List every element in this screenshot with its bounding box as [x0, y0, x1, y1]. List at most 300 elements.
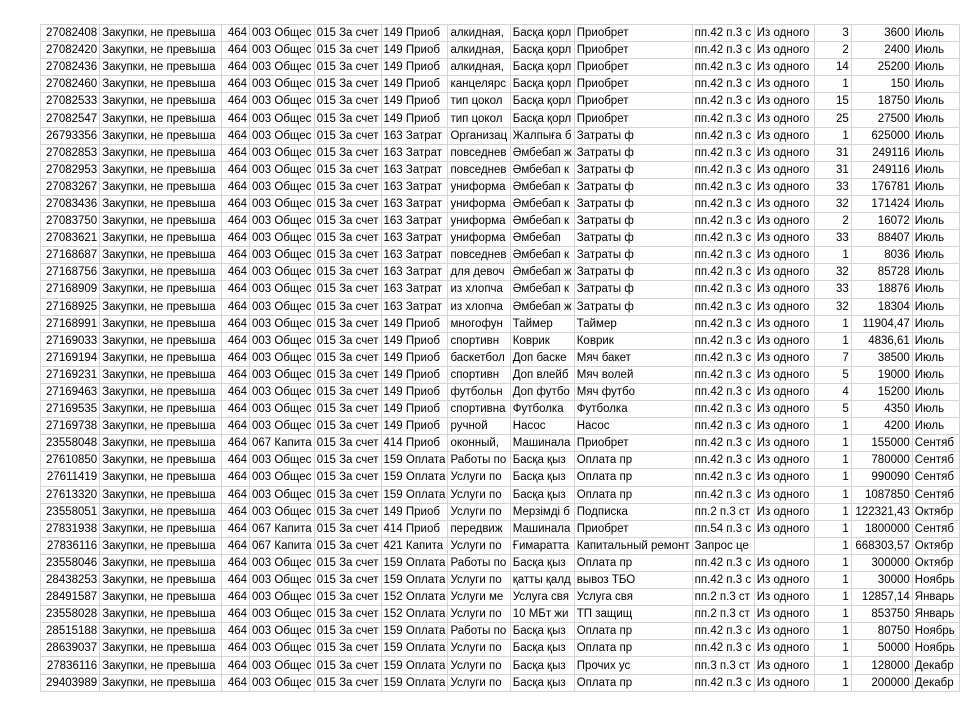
- source-cell[interactable]: 015 За счет: [314, 332, 381, 349]
- code-cell[interactable]: 464: [221, 110, 249, 127]
- amount-cell[interactable]: 25200: [851, 59, 912, 76]
- specifics-cell[interactable]: 149 Приоб: [381, 401, 448, 418]
- source-cell[interactable]: 015 За счет: [314, 383, 381, 400]
- article-cell[interactable]: пп.42 п.3 с: [692, 366, 754, 383]
- article-cell[interactable]: пп.42 п.3 с: [692, 554, 754, 571]
- item-name-cell[interactable]: Услуги по: [448, 657, 510, 674]
- month-cell[interactable]: Июль: [912, 76, 959, 93]
- item-name-cell[interactable]: Организац: [448, 127, 510, 144]
- month-cell[interactable]: Сентяб: [912, 486, 959, 503]
- specifics-cell[interactable]: 149 Приоб: [381, 42, 448, 59]
- source-cell[interactable]: 015 За счет: [314, 554, 381, 571]
- method-cell[interactable]: Из одного: [754, 213, 814, 230]
- id-cell[interactable]: 27082853: [41, 144, 100, 161]
- month-cell[interactable]: Январь: [912, 589, 959, 606]
- article-cell[interactable]: пп.42 п.3 с: [692, 213, 754, 230]
- source-cell[interactable]: 015 За счет: [314, 452, 381, 469]
- amount-cell[interactable]: 12857,14: [851, 589, 912, 606]
- quantity-cell[interactable]: 1: [814, 657, 851, 674]
- program-cell[interactable]: 003 Общес: [250, 59, 315, 76]
- specifics-cell[interactable]: 159 Оплата: [381, 554, 448, 571]
- amount-cell[interactable]: 30000: [851, 572, 912, 589]
- ru-name-cell[interactable]: Затраты ф: [574, 195, 692, 212]
- source-cell[interactable]: 015 За счет: [314, 161, 381, 178]
- ru-name-cell[interactable]: Оплата пр: [574, 623, 692, 640]
- item-name-cell[interactable]: униформа: [448, 230, 510, 247]
- description-cell[interactable]: Закупки, не превыша: [100, 520, 222, 537]
- source-cell[interactable]: 015 За счет: [314, 469, 381, 486]
- method-cell[interactable]: Из одного: [754, 332, 814, 349]
- amount-cell[interactable]: 27500: [851, 110, 912, 127]
- quantity-cell[interactable]: 1: [814, 554, 851, 571]
- specifics-cell[interactable]: 149 Приоб: [381, 332, 448, 349]
- program-cell[interactable]: 003 Общес: [250, 418, 315, 435]
- method-cell[interactable]: Из одного: [754, 606, 814, 623]
- month-cell[interactable]: Июль: [912, 127, 959, 144]
- code-cell[interactable]: 464: [221, 93, 249, 110]
- month-cell[interactable]: Сентяб: [912, 452, 959, 469]
- quantity-cell[interactable]: 1: [814, 572, 851, 589]
- month-cell[interactable]: Сентяб: [912, 520, 959, 537]
- specifics-cell[interactable]: 159 Оплата: [381, 674, 448, 691]
- article-cell[interactable]: пп.2 п.3 ст: [692, 503, 754, 520]
- item-name-cell[interactable]: униформа: [448, 178, 510, 195]
- program-cell[interactable]: 003 Общес: [250, 230, 315, 247]
- id-cell[interactable]: 27168756: [41, 264, 100, 281]
- month-cell[interactable]: Июль: [912, 401, 959, 418]
- amount-cell[interactable]: 16072: [851, 213, 912, 230]
- description-cell[interactable]: Закупки, не превыша: [100, 606, 222, 623]
- item-name-cell[interactable]: Услуги ме: [448, 589, 510, 606]
- source-cell[interactable]: 015 За счет: [314, 42, 381, 59]
- kaz-name-cell[interactable]: Доп влейб: [510, 366, 574, 383]
- method-cell[interactable]: Из одного: [754, 349, 814, 366]
- specifics-cell[interactable]: 149 Приоб: [381, 349, 448, 366]
- source-cell[interactable]: 015 За счет: [314, 589, 381, 606]
- id-cell[interactable]: 27082460: [41, 76, 100, 93]
- program-cell[interactable]: 003 Общес: [250, 178, 315, 195]
- ru-name-cell[interactable]: вывоз ТБО: [574, 572, 692, 589]
- specifics-cell[interactable]: 163 Затрат: [381, 213, 448, 230]
- id-cell[interactable]: 28491587: [41, 589, 100, 606]
- amount-cell[interactable]: 300000: [851, 554, 912, 571]
- item-name-cell[interactable]: ручной: [448, 418, 510, 435]
- specifics-cell[interactable]: 149 Приоб: [381, 25, 448, 42]
- quantity-cell[interactable]: 1: [814, 418, 851, 435]
- id-cell[interactable]: 27082420: [41, 42, 100, 59]
- source-cell[interactable]: 015 За счет: [314, 657, 381, 674]
- quantity-cell[interactable]: 14: [814, 59, 851, 76]
- month-cell[interactable]: Июль: [912, 195, 959, 212]
- program-cell[interactable]: 003 Общес: [250, 195, 315, 212]
- quantity-cell[interactable]: 1: [814, 589, 851, 606]
- program-cell[interactable]: 003 Общес: [250, 264, 315, 281]
- method-cell[interactable]: Из одного: [754, 281, 814, 298]
- id-cell[interactable]: 27611419: [41, 469, 100, 486]
- item-name-cell[interactable]: Услуги по: [448, 674, 510, 691]
- specifics-cell[interactable]: 149 Приоб: [381, 366, 448, 383]
- amount-cell[interactable]: 990090: [851, 469, 912, 486]
- ru-name-cell[interactable]: Приобрет: [574, 110, 692, 127]
- description-cell[interactable]: Закупки, не превыша: [100, 366, 222, 383]
- description-cell[interactable]: Закупки, не превыша: [100, 281, 222, 298]
- code-cell[interactable]: 464: [221, 435, 249, 452]
- kaz-name-cell[interactable]: Таймер: [510, 315, 574, 332]
- item-name-cell[interactable]: тип цокол: [448, 110, 510, 127]
- item-name-cell[interactable]: оконный,: [448, 435, 510, 452]
- article-cell[interactable]: пп.42 п.3 с: [692, 110, 754, 127]
- program-cell[interactable]: 003 Общес: [250, 674, 315, 691]
- ru-name-cell[interactable]: Затраты ф: [574, 161, 692, 178]
- month-cell[interactable]: Сентяб: [912, 435, 959, 452]
- specifics-cell[interactable]: 163 Затрат: [381, 298, 448, 315]
- kaz-name-cell[interactable]: Футболка: [510, 401, 574, 418]
- id-cell[interactable]: 27610850: [41, 452, 100, 469]
- description-cell[interactable]: Закупки, не превыша: [100, 213, 222, 230]
- source-cell[interactable]: 015 За счет: [314, 59, 381, 76]
- description-cell[interactable]: Закупки, не превыша: [100, 93, 222, 110]
- source-cell[interactable]: 015 За счет: [314, 178, 381, 195]
- ru-name-cell[interactable]: Услуга свя: [574, 589, 692, 606]
- item-name-cell[interactable]: Работы по: [448, 452, 510, 469]
- description-cell[interactable]: Закупки, не превыша: [100, 161, 222, 178]
- method-cell[interactable]: Из одного: [754, 589, 814, 606]
- source-cell[interactable]: 015 За счет: [314, 486, 381, 503]
- id-cell[interactable]: 27083436: [41, 195, 100, 212]
- specifics-cell[interactable]: 163 Затрат: [381, 195, 448, 212]
- source-cell[interactable]: 015 За счет: [314, 435, 381, 452]
- month-cell[interactable]: Декабр: [912, 657, 959, 674]
- code-cell[interactable]: 464: [221, 213, 249, 230]
- kaz-name-cell[interactable]: Әмбебап ж: [510, 264, 574, 281]
- program-cell[interactable]: 003 Общес: [250, 332, 315, 349]
- description-cell[interactable]: Закупки, не превыша: [100, 144, 222, 161]
- kaz-name-cell[interactable]: Басқа қыз: [510, 657, 574, 674]
- program-cell[interactable]: 003 Общес: [250, 76, 315, 93]
- id-cell[interactable]: 23558028: [41, 606, 100, 623]
- id-cell[interactable]: 27831938: [41, 520, 100, 537]
- id-cell[interactable]: 27169194: [41, 349, 100, 366]
- month-cell[interactable]: Ноябрь: [912, 572, 959, 589]
- ru-name-cell[interactable]: Приобрет: [574, 59, 692, 76]
- kaz-name-cell[interactable]: Коврик: [510, 332, 574, 349]
- amount-cell[interactable]: 780000: [851, 452, 912, 469]
- kaz-name-cell[interactable]: Әмбебап к: [510, 213, 574, 230]
- method-cell[interactable]: Из одного: [754, 572, 814, 589]
- program-cell[interactable]: 003 Общес: [250, 161, 315, 178]
- description-cell[interactable]: Закупки, не превыша: [100, 178, 222, 195]
- specifics-cell[interactable]: 163 Затрат: [381, 281, 448, 298]
- description-cell[interactable]: Закупки, не превыша: [100, 572, 222, 589]
- ru-name-cell[interactable]: Оплата пр: [574, 452, 692, 469]
- month-cell[interactable]: Октябр: [912, 554, 959, 571]
- id-cell[interactable]: 23558048: [41, 435, 100, 452]
- amount-cell[interactable]: 171424: [851, 195, 912, 212]
- code-cell[interactable]: 464: [221, 572, 249, 589]
- method-cell[interactable]: Из одного: [754, 230, 814, 247]
- specifics-cell[interactable]: 163 Затрат: [381, 161, 448, 178]
- program-cell[interactable]: 003 Общес: [250, 298, 315, 315]
- quantity-cell[interactable]: 1: [814, 247, 851, 264]
- quantity-cell[interactable]: 33: [814, 230, 851, 247]
- specifics-cell[interactable]: 149 Приоб: [381, 383, 448, 400]
- month-cell[interactable]: Июль: [912, 161, 959, 178]
- item-name-cell[interactable]: канцелярс: [448, 76, 510, 93]
- code-cell[interactable]: 464: [221, 537, 249, 554]
- kaz-name-cell[interactable]: Әмбебап к: [510, 178, 574, 195]
- specifics-cell[interactable]: 163 Затрат: [381, 127, 448, 144]
- source-cell[interactable]: 015 За счет: [314, 418, 381, 435]
- method-cell[interactable]: Из одного: [754, 42, 814, 59]
- specifics-cell[interactable]: 159 Оплата: [381, 623, 448, 640]
- program-cell[interactable]: 003 Общес: [250, 589, 315, 606]
- code-cell[interactable]: 464: [221, 315, 249, 332]
- id-cell[interactable]: 28438253: [41, 572, 100, 589]
- item-name-cell[interactable]: униформа: [448, 213, 510, 230]
- specifics-cell[interactable]: 149 Приоб: [381, 315, 448, 332]
- kaz-name-cell[interactable]: Әмбебап к: [510, 195, 574, 212]
- id-cell[interactable]: 27168991: [41, 315, 100, 332]
- specifics-cell[interactable]: 152 Оплата: [381, 606, 448, 623]
- specifics-cell[interactable]: 159 Оплата: [381, 657, 448, 674]
- description-cell[interactable]: Закупки, не превыша: [100, 230, 222, 247]
- code-cell[interactable]: 464: [221, 520, 249, 537]
- month-cell[interactable]: Июль: [912, 281, 959, 298]
- article-cell[interactable]: пп.42 п.3 с: [692, 435, 754, 452]
- code-cell[interactable]: 464: [221, 418, 249, 435]
- ru-name-cell[interactable]: Приобрет: [574, 93, 692, 110]
- month-cell[interactable]: Июль: [912, 42, 959, 59]
- item-name-cell[interactable]: Услуги по: [448, 572, 510, 589]
- item-name-cell[interactable]: повседнев: [448, 144, 510, 161]
- program-cell[interactable]: 003 Общес: [250, 623, 315, 640]
- item-name-cell[interactable]: униформа: [448, 195, 510, 212]
- kaz-name-cell[interactable]: Басқа қорл: [510, 76, 574, 93]
- amount-cell[interactable]: 50000: [851, 640, 912, 657]
- quantity-cell[interactable]: 32: [814, 195, 851, 212]
- source-cell[interactable]: 015 За счет: [314, 606, 381, 623]
- description-cell[interactable]: Закупки, не превыша: [100, 554, 222, 571]
- description-cell[interactable]: Закупки, не превыша: [100, 349, 222, 366]
- quantity-cell[interactable]: 1: [814, 537, 851, 554]
- amount-cell[interactable]: 80750: [851, 623, 912, 640]
- program-cell[interactable]: 067 Капита: [250, 435, 315, 452]
- code-cell[interactable]: 464: [221, 161, 249, 178]
- specifics-cell[interactable]: 159 Оплата: [381, 486, 448, 503]
- specifics-cell[interactable]: 149 Приоб: [381, 93, 448, 110]
- amount-cell[interactable]: 4350: [851, 401, 912, 418]
- program-cell[interactable]: 003 Общес: [250, 213, 315, 230]
- id-cell[interactable]: 23558046: [41, 554, 100, 571]
- source-cell[interactable]: 015 За счет: [314, 298, 381, 315]
- amount-cell[interactable]: 18876: [851, 281, 912, 298]
- ru-name-cell[interactable]: Приобрет: [574, 435, 692, 452]
- quantity-cell[interactable]: 33: [814, 178, 851, 195]
- method-cell[interactable]: Из одного: [754, 59, 814, 76]
- program-cell[interactable]: 003 Общес: [250, 503, 315, 520]
- kaz-name-cell[interactable]: Басқа қыз: [510, 640, 574, 657]
- description-cell[interactable]: Закупки, не превыша: [100, 452, 222, 469]
- item-name-cell[interactable]: спортивн: [448, 332, 510, 349]
- code-cell[interactable]: 464: [221, 554, 249, 571]
- ru-name-cell[interactable]: Затраты ф: [574, 247, 692, 264]
- specifics-cell[interactable]: 421 Капита: [381, 537, 448, 554]
- id-cell[interactable]: 27169535: [41, 401, 100, 418]
- program-cell[interactable]: 003 Общес: [250, 349, 315, 366]
- id-cell[interactable]: 27082953: [41, 161, 100, 178]
- method-cell[interactable]: Из одного: [754, 435, 814, 452]
- id-cell[interactable]: 27169463: [41, 383, 100, 400]
- item-name-cell[interactable]: Услуги по: [448, 640, 510, 657]
- article-cell[interactable]: пп.42 п.3 с: [692, 469, 754, 486]
- ru-name-cell[interactable]: Таймер: [574, 315, 692, 332]
- code-cell[interactable]: 464: [221, 503, 249, 520]
- kaz-name-cell[interactable]: Басқа қорл: [510, 59, 574, 76]
- item-name-cell[interactable]: для девоч: [448, 264, 510, 281]
- code-cell[interactable]: 464: [221, 298, 249, 315]
- quantity-cell[interactable]: 1: [814, 640, 851, 657]
- amount-cell[interactable]: 249116: [851, 144, 912, 161]
- month-cell[interactable]: Июль: [912, 298, 959, 315]
- specifics-cell[interactable]: 414 Приоб: [381, 435, 448, 452]
- kaz-name-cell[interactable]: Машинала: [510, 435, 574, 452]
- id-cell[interactable]: 27836116: [41, 537, 100, 554]
- amount-cell[interactable]: 18304: [851, 298, 912, 315]
- program-cell[interactable]: 003 Общес: [250, 401, 315, 418]
- code-cell[interactable]: 464: [221, 25, 249, 42]
- id-cell[interactable]: 27168909: [41, 281, 100, 298]
- id-cell[interactable]: 27083267: [41, 178, 100, 195]
- month-cell[interactable]: Ноябрь: [912, 623, 959, 640]
- code-cell[interactable]: 464: [221, 383, 249, 400]
- kaz-name-cell[interactable]: Жалпыға б: [510, 127, 574, 144]
- article-cell[interactable]: пп.2 п.3 ст: [692, 589, 754, 606]
- description-cell[interactable]: Закупки, не превыша: [100, 127, 222, 144]
- kaz-name-cell[interactable]: Басқа қыз: [510, 486, 574, 503]
- description-cell[interactable]: Закупки, не превыша: [100, 298, 222, 315]
- specifics-cell[interactable]: 149 Приоб: [381, 503, 448, 520]
- source-cell[interactable]: 015 За счет: [314, 93, 381, 110]
- method-cell[interactable]: Из одного: [754, 195, 814, 212]
- program-cell[interactable]: 003 Общес: [250, 383, 315, 400]
- ru-name-cell[interactable]: Приобрет: [574, 42, 692, 59]
- article-cell[interactable]: пп.42 п.3 с: [692, 42, 754, 59]
- kaz-name-cell[interactable]: Әмбебап к: [510, 247, 574, 264]
- program-cell[interactable]: 003 Общес: [250, 486, 315, 503]
- item-name-cell[interactable]: из хлопча: [448, 281, 510, 298]
- program-cell[interactable]: 003 Общес: [250, 110, 315, 127]
- amount-cell[interactable]: 11904,47: [851, 315, 912, 332]
- description-cell[interactable]: Закупки, не превыша: [100, 418, 222, 435]
- id-cell[interactable]: 27168925: [41, 298, 100, 315]
- ru-name-cell[interactable]: Затраты ф: [574, 144, 692, 161]
- source-cell[interactable]: 015 За счет: [314, 110, 381, 127]
- id-cell[interactable]: 28515188: [41, 623, 100, 640]
- item-name-cell[interactable]: повседнев: [448, 161, 510, 178]
- code-cell[interactable]: 464: [221, 606, 249, 623]
- ru-name-cell[interactable]: Оплата пр: [574, 640, 692, 657]
- quantity-cell[interactable]: 32: [814, 264, 851, 281]
- source-cell[interactable]: 015 За счет: [314, 520, 381, 537]
- description-cell[interactable]: Закупки, не превыша: [100, 110, 222, 127]
- month-cell[interactable]: Июль: [912, 332, 959, 349]
- quantity-cell[interactable]: 1: [814, 452, 851, 469]
- method-cell[interactable]: Из одного: [754, 110, 814, 127]
- quantity-cell[interactable]: 5: [814, 366, 851, 383]
- kaz-name-cell[interactable]: Мерзімді б: [510, 503, 574, 520]
- specifics-cell[interactable]: 149 Приоб: [381, 76, 448, 93]
- description-cell[interactable]: Закупки, не превыша: [100, 59, 222, 76]
- article-cell[interactable]: пп.42 п.3 с: [692, 486, 754, 503]
- kaz-name-cell[interactable]: Басқа қыз: [510, 674, 574, 691]
- amount-cell[interactable]: 4200: [851, 418, 912, 435]
- source-cell[interactable]: 015 За счет: [314, 195, 381, 212]
- amount-cell[interactable]: 1087850: [851, 486, 912, 503]
- item-name-cell[interactable]: передвиж: [448, 520, 510, 537]
- code-cell[interactable]: 464: [221, 247, 249, 264]
- article-cell[interactable]: пп.42 п.3 с: [692, 349, 754, 366]
- specifics-cell[interactable]: 159 Оплата: [381, 640, 448, 657]
- method-cell[interactable]: Из одного: [754, 383, 814, 400]
- description-cell[interactable]: Закупки, не превыша: [100, 537, 222, 554]
- month-cell[interactable]: Июль: [912, 59, 959, 76]
- specifics-cell[interactable]: 149 Приоб: [381, 110, 448, 127]
- id-cell[interactable]: 23558051: [41, 503, 100, 520]
- method-cell[interactable]: Из одного: [754, 469, 814, 486]
- quantity-cell[interactable]: 7: [814, 349, 851, 366]
- article-cell[interactable]: пп.42 п.3 с: [692, 178, 754, 195]
- item-name-cell[interactable]: алкидная,: [448, 25, 510, 42]
- id-cell[interactable]: 27168687: [41, 247, 100, 264]
- kaz-name-cell[interactable]: Басқа қорл: [510, 110, 574, 127]
- amount-cell[interactable]: 3600: [851, 25, 912, 42]
- method-cell[interactable]: Из одного: [754, 452, 814, 469]
- amount-cell[interactable]: 15200: [851, 383, 912, 400]
- month-cell[interactable]: Июль: [912, 213, 959, 230]
- kaz-name-cell[interactable]: Әмбебап к: [510, 281, 574, 298]
- ru-name-cell[interactable]: Приобрет: [574, 76, 692, 93]
- kaz-name-cell[interactable]: Басқа қыз: [510, 554, 574, 571]
- method-cell[interactable]: Из одного: [754, 298, 814, 315]
- program-cell[interactable]: 003 Общес: [250, 42, 315, 59]
- ru-name-cell[interactable]: Оплата пр: [574, 674, 692, 691]
- item-name-cell[interactable]: алкидная,: [448, 59, 510, 76]
- article-cell[interactable]: пп.42 п.3 с: [692, 59, 754, 76]
- method-cell[interactable]: Из одного: [754, 264, 814, 281]
- specifics-cell[interactable]: 163 Затрат: [381, 178, 448, 195]
- article-cell[interactable]: пп.42 п.3 с: [692, 418, 754, 435]
- month-cell[interactable]: Июль: [912, 315, 959, 332]
- source-cell[interactable]: 015 За счет: [314, 674, 381, 691]
- method-cell[interactable]: Из одного: [754, 674, 814, 691]
- method-cell[interactable]: Из одного: [754, 418, 814, 435]
- amount-cell[interactable]: 88407: [851, 230, 912, 247]
- code-cell[interactable]: 464: [221, 452, 249, 469]
- item-name-cell[interactable]: тип цокол: [448, 93, 510, 110]
- id-cell[interactable]: 27836116: [41, 657, 100, 674]
- ru-name-cell[interactable]: Затраты ф: [574, 281, 692, 298]
- item-name-cell[interactable]: алкидная,: [448, 42, 510, 59]
- amount-cell[interactable]: 1800000: [851, 520, 912, 537]
- specifics-cell[interactable]: 159 Оплата: [381, 452, 448, 469]
- description-cell[interactable]: Закупки, не превыша: [100, 589, 222, 606]
- item-name-cell[interactable]: Услуги по: [448, 606, 510, 623]
- month-cell[interactable]: Июль: [912, 383, 959, 400]
- specifics-cell[interactable]: 159 Оплата: [381, 572, 448, 589]
- code-cell[interactable]: 464: [221, 144, 249, 161]
- method-cell[interactable]: Из одного: [754, 315, 814, 332]
- article-cell[interactable]: пп.42 п.3 с: [692, 144, 754, 161]
